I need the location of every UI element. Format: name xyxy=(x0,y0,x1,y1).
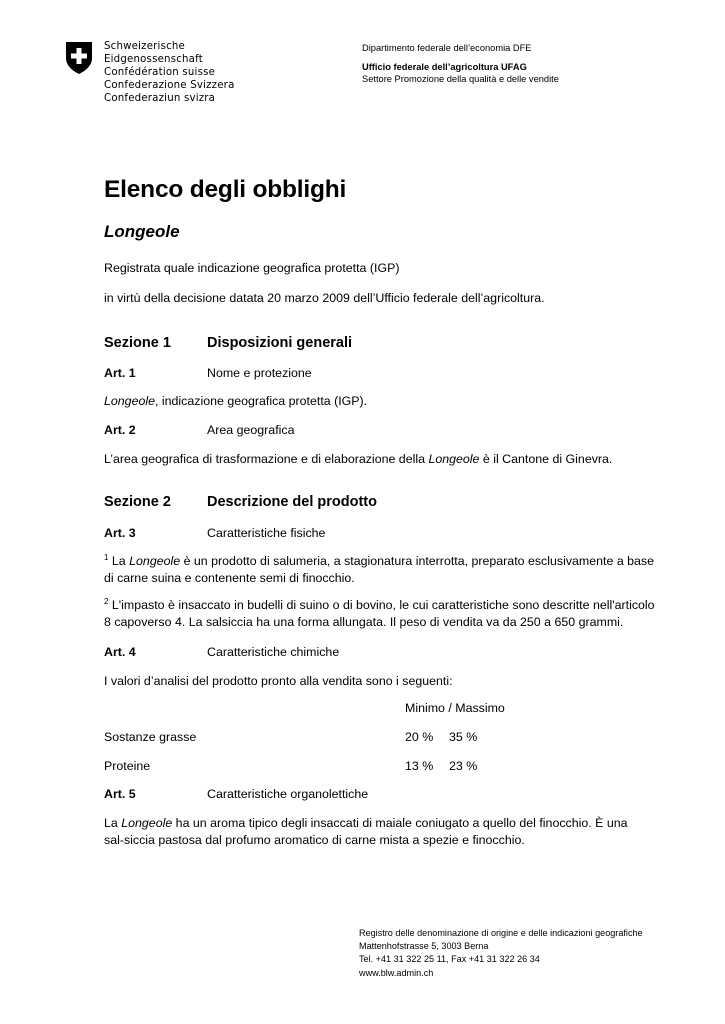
art-1-product-name: Longeole xyxy=(104,394,155,408)
art-5-text xyxy=(104,815,649,849)
office-name: Ufficio federale dell’agricoltura UFAG xyxy=(362,61,527,72)
sector-name: Settore Promozione della qualità e delle vendite xyxy=(362,74,559,85)
art-2-heading xyxy=(104,423,295,437)
art-5-text-post: ha un aroma tipico degli insaccati di maiale coniugato a quello del finocchio. È una sal-siccia pastosa dal profumo aromatico di carne mista a spezie e finocchio. xyxy=(104,816,628,847)
art-4-title: Caratteristiche chimiche xyxy=(207,645,340,659)
art-5-heading xyxy=(104,787,369,801)
art-3-p2-number: 2 xyxy=(104,597,109,606)
art-1-text xyxy=(104,393,664,410)
footer-website: www.blw.admin.ch xyxy=(359,967,434,978)
confederation-fr: Confédération suisse xyxy=(104,67,216,78)
footer-phone: Tel. +41 31 322 25 11, Fax +41 31 322 26 34 xyxy=(359,954,540,965)
confederation-names xyxy=(104,40,264,105)
art-3-title: Caratteristiche fisiche xyxy=(207,526,326,540)
analysis-table xyxy=(0,701,725,791)
row-max: 35 % xyxy=(449,730,478,744)
footer-street: Mattenhofstrasse 5, 3003 Berna xyxy=(359,941,489,952)
art-1-number: Art. 1 xyxy=(104,366,136,380)
art-2-text xyxy=(104,451,664,468)
page-title: Elenco degli obblighi xyxy=(104,176,347,203)
confederation-de: Schweizerische Eidgenossenschaft xyxy=(104,41,203,65)
confederation-it: Confederazione Svizzera xyxy=(104,80,235,91)
art-3-p1-post: è un prodotto di salumeria, a stagionatura interrotta, preparato esclusivamente a base di carne suina e contenente semi di finocchio. xyxy=(104,554,655,585)
header-department-block xyxy=(362,42,559,86)
art-2-product-name: Longeole xyxy=(428,452,480,466)
department-name: Dipartimento federale dell’economia DFE xyxy=(362,43,532,53)
confederation-rm: Confederaziun svizra xyxy=(104,93,216,104)
footer-address xyxy=(359,927,643,980)
section-2-title: Descrizione del prodotto xyxy=(207,494,377,510)
row-min: 20 % xyxy=(405,730,434,744)
art-2-number: Art. 2 xyxy=(104,423,136,437)
art-3-product-name: Longeole xyxy=(129,554,181,568)
row-name: Proteine xyxy=(104,759,151,773)
art-3-number: Art. 3 xyxy=(104,526,136,540)
section-2-heading xyxy=(104,494,377,510)
section-1-title: Disposizioni generali xyxy=(207,335,353,351)
product-subtitle: Longeole xyxy=(104,222,180,241)
art-3-paragraph-1 xyxy=(104,553,664,587)
swiss-shield-icon xyxy=(64,40,94,76)
row-max: 23 % xyxy=(449,759,478,773)
art-3-p1-number: 1 xyxy=(104,553,109,562)
art-5-product-name: Longeole xyxy=(121,816,173,830)
section-1-label: Sezione 1 xyxy=(104,335,171,351)
footer-registry: Registro delle denominazione di origine e delle indicazioni geografiche xyxy=(359,928,643,938)
table-row xyxy=(0,730,725,748)
section-2-label: Sezione 2 xyxy=(104,494,171,510)
art-4-intro: I valori d’analisi del prodotto pronto alla vendita sono i seguenti: xyxy=(104,674,453,688)
art-5-title: Caratteristiche organolettiche xyxy=(207,787,369,801)
federal-logo xyxy=(64,40,264,104)
art-1-heading xyxy=(104,366,312,380)
art-2-text-post: è il Cantone di Ginevra. xyxy=(479,452,613,466)
intro-decision: in virtù della decisione datata 20 marzo 2009 dell’Ufficio federale dell’agricoltura. xyxy=(104,291,545,305)
intro-registered: Registrata quale indicazione geografica protetta (IGP) xyxy=(104,261,400,275)
section-1-heading xyxy=(104,335,353,351)
art-1-title: Nome e protezione xyxy=(207,366,312,380)
art-3-p2-text: L'impasto è insaccato in budelli di suino o di bovino, le cui caratteristiche sono descritte nell'articolo 8 capoverso 4. La salsiccia ha una forma allungata. Il peso di vendita va da 250 a 650 grammi. xyxy=(104,598,655,629)
table-row xyxy=(0,759,725,777)
art-1-text-rest: , indicazione geografica protetta (IGP). xyxy=(155,394,368,408)
art-5-number: Art. 5 xyxy=(104,787,136,801)
row-name: Sostanze grasse xyxy=(104,730,197,744)
table-header: Minimo / Massimo xyxy=(405,701,505,715)
art-3-p1-pre: La xyxy=(111,554,130,568)
art-3-heading xyxy=(104,526,326,540)
art-4-heading xyxy=(104,645,340,659)
art-3-paragraph-2 xyxy=(104,597,664,631)
art-4-number: Art. 4 xyxy=(104,645,136,659)
art-5-text-pre: La xyxy=(104,816,122,830)
art-2-text-pre: L’area geografica di trasformazione e di elaborazione della xyxy=(104,452,429,466)
art-2-title: Area geografica xyxy=(207,423,295,437)
row-min: 13 % xyxy=(405,759,434,773)
